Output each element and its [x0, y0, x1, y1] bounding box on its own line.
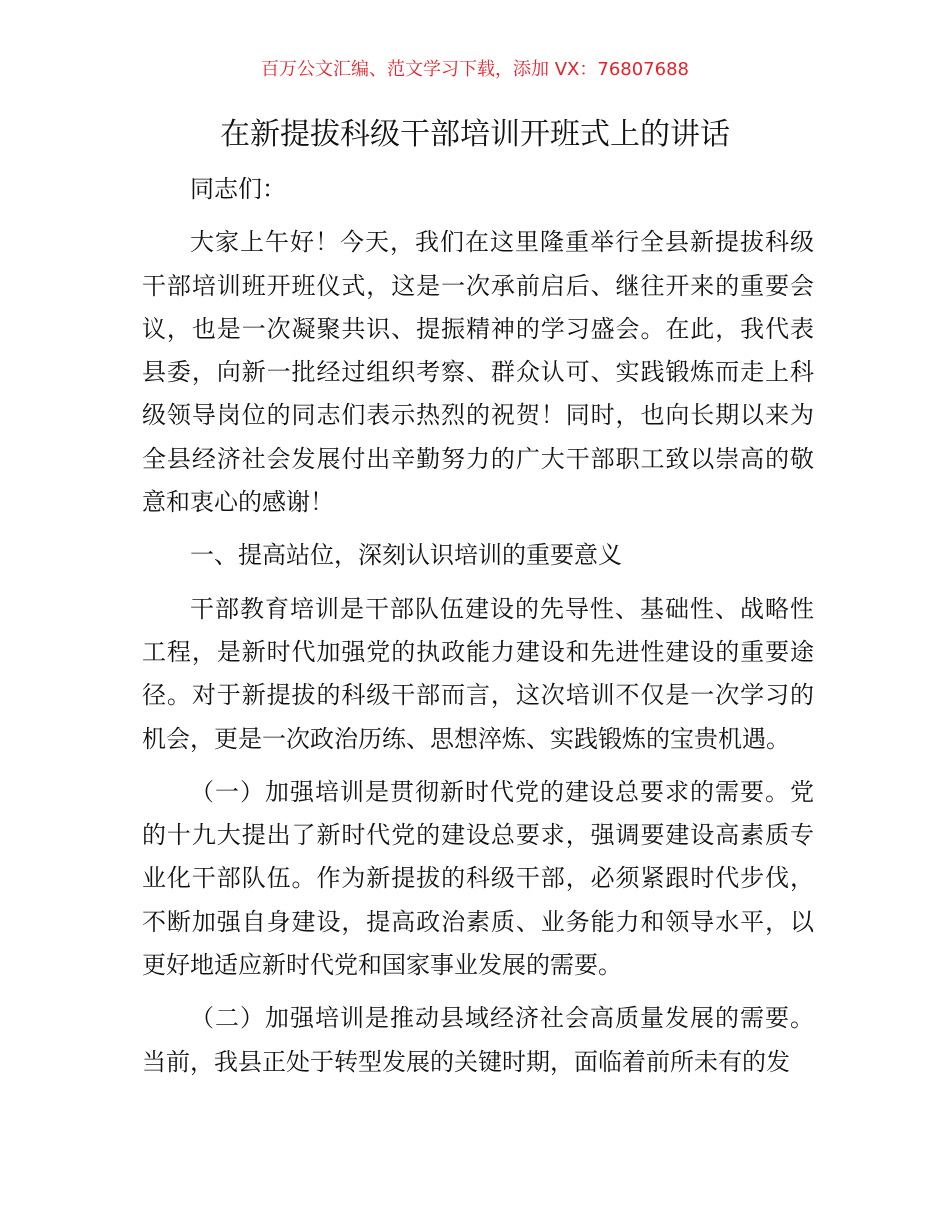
text-line: 意和衷心的感谢！ [142, 488, 334, 517]
document-body [142, 168, 814, 1094]
text-line: 议，也是一次凝聚共识、提振精神的学习盛会。在此，我代表 [142, 314, 814, 343]
text-line: 全县经济社会发展付出辛勤努力的广大干部职工致以崇高的敬 [142, 444, 814, 473]
paragraph [142, 221, 814, 524]
text-line: 机会，更是一次政治历练、思想淬炼、实践锻炼的宝贵机遇。 [142, 724, 790, 753]
watermark-header: 百万公文汇编、范文学习下载，添加 VX：76807688 [261, 59, 689, 80]
section-heading [142, 534, 814, 577]
text-line: 级领导岗位的同志们表示热烈的祝贺！同时，也向长期以来为 [142, 401, 814, 430]
paragraph [142, 588, 814, 761]
paragraph [142, 771, 814, 987]
text-line: 干部培训班开班仪式，这是一次承前启后、继往开来的重要会 [142, 271, 814, 300]
text-line: 业化干部队伍。作为新提拔的科级干部，必须紧跟时代步伐， [142, 864, 814, 893]
text-line: 更好地适应新时代党和国家事业发展的需要。 [142, 951, 622, 980]
text-line: 县委，向新一批经过组织考察、群众认可、实践锻炼而走上科 [142, 358, 814, 387]
text-line: 大家上午好！今天，我们在这里隆重举行全县新提拔科级 [190, 228, 814, 257]
text-line: 一、提高站位，深刻认识培训的重要意义 [190, 541, 622, 570]
document-title: 在新提拔科级干部培训开班式上的讲话 [220, 117, 730, 152]
text-line: 同志们： [190, 175, 286, 203]
salutation [142, 168, 814, 211]
text-line: 的十九大提出了新时代党的建设总要求，强调要建设高素质专 [142, 821, 814, 850]
text-line: 干部教育培训是干部队伍建设的先导性、基础性、战略性 [190, 594, 814, 623]
text-line: 径。对于新提拔的科级干部而言，这次培训不仅是一次学习的 [142, 681, 814, 710]
text-line: 当前，我县正处于转型发展的关键时期，面临着前所未有的发 [142, 1047, 790, 1076]
text-line: （二）加强培训是推动县域经济社会高质量发展的需要。 [190, 1004, 814, 1033]
text-line: 工程，是新时代加强党的执政能力建设和先进性建设的重要途 [142, 637, 814, 666]
paragraph [142, 997, 814, 1084]
text-line: （一）加强培训是贯彻新时代党的建设总要求的需要。党 [190, 777, 814, 806]
text-line: 不断加强自身建设，提高政治素质、业务能力和领导水平，以 [142, 907, 814, 936]
